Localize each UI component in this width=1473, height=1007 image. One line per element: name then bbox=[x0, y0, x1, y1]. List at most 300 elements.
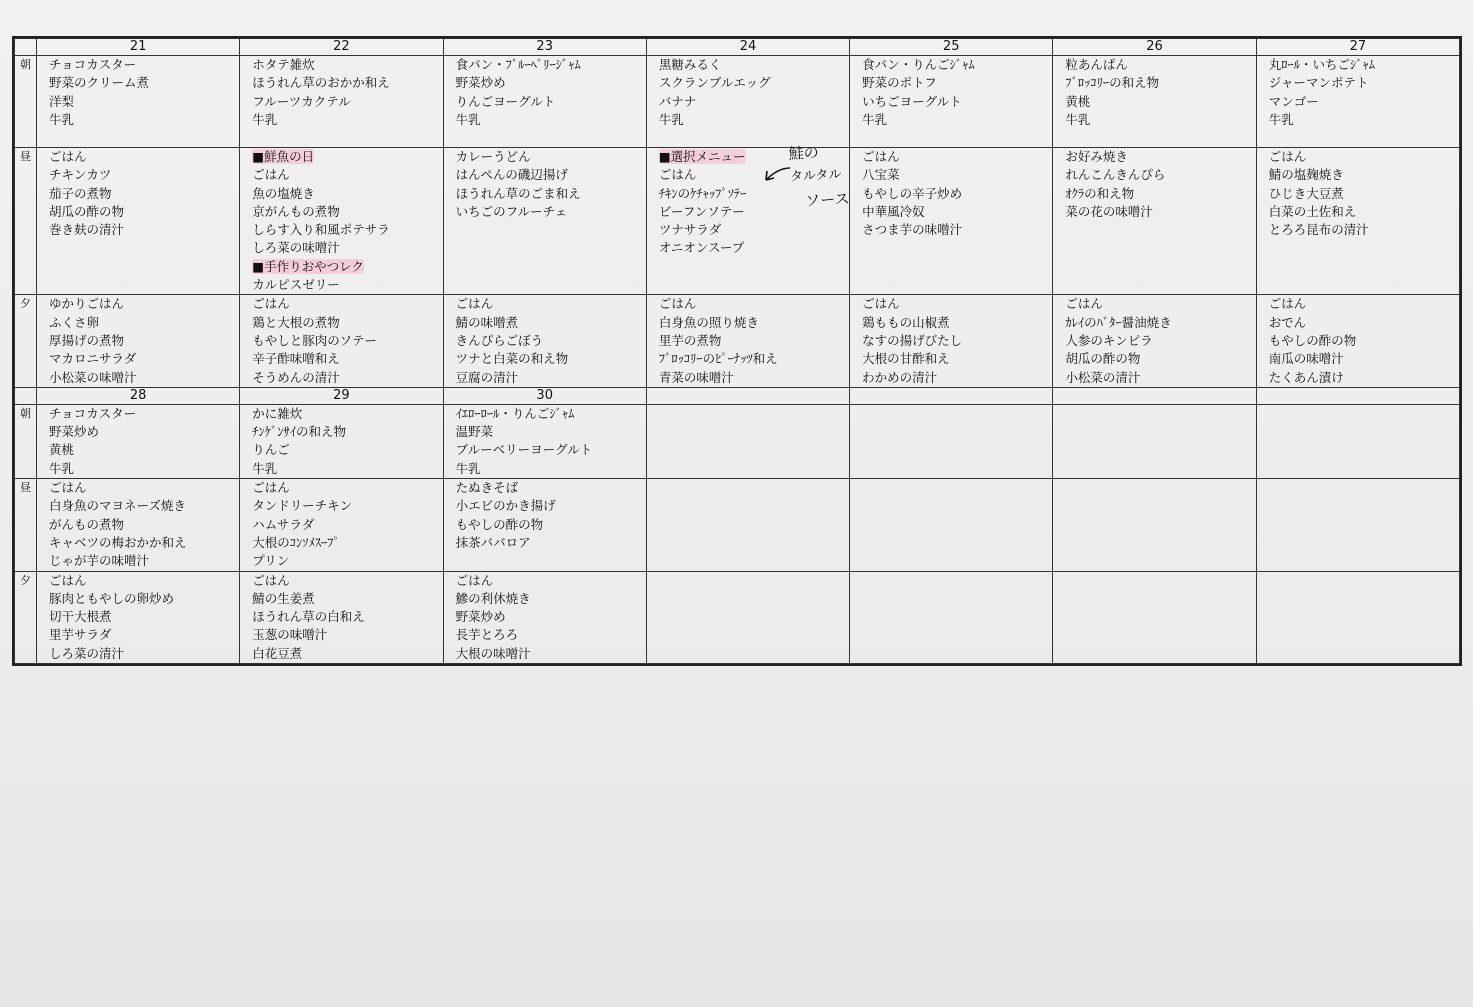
menu-item bbox=[456, 166, 646, 184]
menu-item bbox=[49, 608, 239, 626]
menu-item bbox=[49, 497, 239, 515]
menu-item-text: そうめんの清汁 bbox=[252, 369, 340, 385]
menu-item-text: 野菜炒め bbox=[455, 609, 506, 625]
day-header: 21 bbox=[37, 39, 240, 56]
menu-item bbox=[456, 645, 646, 663]
menu-item bbox=[862, 93, 1052, 111]
menu-item bbox=[1065, 74, 1255, 92]
menu-item-text: カレーうどん bbox=[455, 149, 531, 164]
menu-item-text: お好み焼き bbox=[1065, 149, 1128, 164]
menu-cell-dinner bbox=[240, 571, 443, 663]
menu-item bbox=[456, 332, 646, 350]
menu-item-text: ﾁﾝｹﾞﾝｻｲの和え物 bbox=[252, 424, 347, 440]
day-header bbox=[646, 387, 849, 404]
menu-item-text: 牛乳 bbox=[252, 460, 278, 476]
menu-item bbox=[252, 239, 442, 257]
menu-item-text: 牛乳 bbox=[1065, 111, 1091, 127]
menu-item-text: 八宝菜 bbox=[862, 167, 900, 183]
menu-item-text: 小松菜の味噌汁 bbox=[49, 369, 137, 385]
menu-item bbox=[49, 332, 239, 350]
menu-item bbox=[1065, 295, 1255, 313]
menu-item bbox=[1065, 148, 1255, 166]
menu-item bbox=[456, 56, 646, 74]
menu-item-text: 野菜炒め bbox=[455, 75, 506, 91]
menu-item-text: 白菜の土佐和え bbox=[1268, 203, 1357, 219]
menu-item bbox=[49, 572, 239, 590]
menu-cell-lunch bbox=[1256, 148, 1459, 295]
menu-item-text: カルピスゼリー bbox=[252, 277, 340, 293]
menu-item-text: がんもの煮物 bbox=[49, 516, 125, 532]
menu-item bbox=[49, 534, 239, 552]
menu-item-text: 鰺の利休焼き bbox=[455, 590, 531, 606]
menu-item-text: ブルーベリーヨーグルト bbox=[455, 442, 593, 458]
menu-item-text: 牛乳 bbox=[1268, 111, 1294, 127]
menu-item bbox=[252, 295, 442, 313]
menu-item bbox=[252, 221, 442, 239]
menu-cell-breakfast bbox=[1256, 56, 1459, 148]
menu-item bbox=[252, 460, 442, 478]
menu-cell-breakfast bbox=[443, 56, 646, 148]
menu-item-text: ﾌﾞﾛｯｺﾘｰの和え物 bbox=[1065, 75, 1160, 91]
meal-label-lunch: 昼 bbox=[15, 148, 37, 295]
menu-item-text: もやしの酢の物 bbox=[455, 516, 544, 532]
menu-item bbox=[1269, 203, 1459, 221]
menu-item bbox=[659, 74, 849, 92]
menu-item bbox=[862, 74, 1052, 92]
menu-cell-dinner bbox=[1053, 295, 1256, 387]
menu-item-text: スクランブルエッグ bbox=[658, 75, 771, 91]
menu-item bbox=[1269, 369, 1459, 387]
menu-item bbox=[862, 295, 1052, 313]
menu-item-text: 南瓜の味噌汁 bbox=[1268, 351, 1344, 367]
menu-cell-breakfast bbox=[850, 56, 1053, 148]
menu-item bbox=[49, 590, 239, 608]
menu-item-text: 厚揚げの煮物 bbox=[49, 332, 125, 348]
menu-item bbox=[862, 314, 1052, 332]
menu-item bbox=[1065, 350, 1255, 368]
menu-item bbox=[252, 608, 442, 626]
menu-cell-lunch bbox=[1053, 148, 1256, 295]
menu-cell-dinner bbox=[850, 571, 1053, 663]
menu-item-text: 丸ﾛｰﾙ・いちごｼﾞｬﾑ bbox=[1268, 57, 1375, 72]
menu-item bbox=[252, 185, 442, 203]
menu-cell-dinner bbox=[1053, 571, 1256, 663]
menu-item bbox=[49, 314, 239, 332]
menu-cell-lunch bbox=[37, 479, 240, 571]
menu-item-text: 洋梨 bbox=[49, 93, 75, 109]
menu-cell-breakfast bbox=[240, 56, 443, 148]
menu-item-text: オニオンスープ bbox=[658, 240, 745, 256]
menu-item bbox=[456, 369, 646, 387]
day-header bbox=[850, 387, 1053, 404]
menu-item bbox=[252, 441, 442, 459]
menu-item bbox=[862, 166, 1052, 184]
menu-item-text: ごはん bbox=[1268, 149, 1307, 164]
meal-label-dinner: 夕 bbox=[15, 571, 37, 663]
menu-item-text: ｲｴﾛｰﾛｰﾙ・りんごｼﾞｬﾑ bbox=[455, 405, 575, 421]
day-header: 22 bbox=[240, 39, 443, 56]
menu-item bbox=[49, 185, 239, 203]
menu-item-text: 長芋とろろ bbox=[455, 627, 519, 643]
menu-item bbox=[1269, 314, 1459, 332]
menu-item-text: れんこんきんぴら bbox=[1065, 167, 1166, 183]
menu-cell-breakfast bbox=[240, 404, 443, 478]
menu-item-text: しろ菜の清汁 bbox=[49, 645, 125, 661]
menu-item-text: ビーフンソテー bbox=[658, 203, 745, 219]
menu-cell-breakfast bbox=[1256, 404, 1459, 478]
menu-item bbox=[49, 111, 239, 129]
menu-item-text: ■手作りおやつレク bbox=[252, 258, 364, 274]
menu-item-text: 白花豆煮 bbox=[252, 645, 303, 661]
day-header: 30 bbox=[443, 387, 646, 404]
menu-item-text: マカロニサラダ bbox=[49, 351, 137, 367]
menu-item-text: ごはん bbox=[49, 572, 87, 588]
menu-item bbox=[252, 552, 442, 570]
menu-item bbox=[659, 369, 849, 387]
menu-item bbox=[1269, 111, 1459, 129]
menu-cell-breakfast bbox=[646, 404, 849, 478]
menu-cell-breakfast bbox=[646, 56, 849, 148]
menu-item bbox=[1269, 148, 1459, 166]
menu-item bbox=[862, 369, 1052, 387]
menu-item-text: もやしの辛子炒め bbox=[862, 185, 963, 201]
menu-item-text: 大根のｺﾝｿﾒｽｰﾌﾟ bbox=[252, 534, 340, 550]
menu-item-text: ごはん bbox=[252, 167, 290, 183]
menu-item bbox=[456, 423, 646, 441]
menu-item-text: もやしの酢の物 bbox=[1268, 332, 1357, 348]
menu-item-text: 青菜の味噌汁 bbox=[658, 369, 734, 385]
menu-item-text: さつま芋の味噌汁 bbox=[862, 222, 963, 238]
menu-item-text: ごはん bbox=[862, 149, 900, 164]
menu-item-text: 粒あんぱん bbox=[1065, 57, 1128, 72]
menu-item-text: 小松菜の清汁 bbox=[1065, 369, 1141, 385]
menu-item bbox=[1065, 314, 1255, 332]
menu-item-text: ふくさ卵 bbox=[49, 314, 100, 330]
menu-item-text: フルーツカクテル bbox=[252, 93, 351, 109]
menu-item bbox=[49, 350, 239, 368]
menu-item-text: いちごヨーグルト bbox=[862, 93, 962, 109]
menu-item-text: 玉葱の味噌汁 bbox=[252, 627, 328, 643]
menu-item bbox=[252, 350, 442, 368]
menu-item-text: ごはん bbox=[49, 480, 87, 496]
menu-item-text: しろ菜の味噌汁 bbox=[252, 240, 340, 256]
menu-item-text: ﾌﾞﾛｯｺﾘｰのﾋﾟｰﾅｯﾂ和え bbox=[658, 351, 778, 367]
menu-item-text: りんごヨーグルト bbox=[455, 93, 556, 109]
menu-item bbox=[1065, 332, 1255, 350]
menu-item bbox=[456, 516, 646, 534]
menu-item-text: 白身魚の照り焼き bbox=[658, 314, 759, 330]
menu-cell-breakfast bbox=[850, 404, 1053, 478]
menu-item-text: しらす入り和風ポテサラ bbox=[252, 222, 390, 238]
menu-item-text: 里芋の煮物 bbox=[658, 332, 722, 348]
day-header: 23 bbox=[443, 39, 646, 56]
menu-item bbox=[49, 405, 239, 423]
menu-item bbox=[862, 111, 1052, 129]
menu-cell-breakfast bbox=[1053, 404, 1256, 478]
menu-item-text: プリン bbox=[252, 553, 290, 569]
menu-item bbox=[252, 111, 442, 129]
menu-item-text: ■鮮魚の日 bbox=[252, 149, 315, 164]
menu-item-text: 辛子酢味噌和え bbox=[252, 351, 340, 367]
menu-item bbox=[49, 56, 239, 74]
menu-item-text: ごはん bbox=[252, 480, 290, 496]
menu-item-text: 鶏ももの山椒煮 bbox=[862, 314, 950, 330]
menu-item-text: タンドリーチキン bbox=[252, 498, 353, 514]
menu-item bbox=[456, 185, 646, 203]
menu-item-text: チキンカツ bbox=[49, 167, 112, 183]
menu-item bbox=[862, 148, 1052, 166]
menu-item-text: 黒糖みるく bbox=[658, 57, 722, 72]
menu-item bbox=[1269, 221, 1459, 239]
day-header: 24 bbox=[646, 39, 849, 56]
menu-item-text: なすの揚げびたし bbox=[862, 332, 963, 348]
menu-item-text: 小エビのかき揚げ bbox=[455, 498, 556, 514]
menu-item-text: ほうれん草のおかか和え bbox=[252, 75, 390, 91]
menu-item bbox=[862, 185, 1052, 203]
handwritten-arrow-icon bbox=[762, 160, 792, 186]
menu-item bbox=[49, 221, 239, 239]
day-header: 29 bbox=[240, 387, 443, 404]
menu-item bbox=[1065, 369, 1255, 387]
menu-item bbox=[659, 93, 849, 111]
menu-item bbox=[456, 203, 646, 221]
menu-cell-breakfast bbox=[37, 56, 240, 148]
menu-cell-dinner bbox=[240, 295, 443, 387]
menu-item-text: もやしと豚肉のソテー bbox=[252, 332, 378, 348]
menu-item bbox=[862, 221, 1052, 239]
menu-item-text: 菜の花の味噌汁 bbox=[1065, 203, 1153, 219]
menu-item bbox=[49, 166, 239, 184]
menu-item bbox=[252, 626, 442, 644]
menu-item-text: 鯖の生姜煮 bbox=[252, 590, 315, 606]
menu-item-text: りんご bbox=[252, 442, 290, 458]
menu-cell-lunch bbox=[37, 148, 240, 295]
menu-item-text: チョコカスター bbox=[49, 57, 137, 72]
menu-cell-dinner bbox=[1256, 571, 1459, 663]
note-line: 鮭の bbox=[788, 143, 820, 163]
menu-cell-dinner bbox=[37, 295, 240, 387]
menu-item bbox=[1065, 111, 1255, 129]
menu-item-text: ごはん bbox=[252, 572, 290, 588]
menu-item bbox=[1065, 93, 1255, 111]
menu-item bbox=[1065, 166, 1255, 184]
menu-cell-dinner bbox=[646, 295, 849, 387]
menu-item-text: ごはん bbox=[862, 296, 900, 312]
menu-cell-dinner bbox=[37, 571, 240, 663]
menu-item bbox=[862, 203, 1052, 221]
menu-item-text: 巻き麸の清汁 bbox=[49, 222, 125, 238]
menu-item-text: 牛乳 bbox=[49, 460, 75, 476]
menu-item-text: ごはん bbox=[658, 296, 697, 312]
menu-item-text: 大根の甘酢和え bbox=[862, 351, 950, 367]
menu-cell-dinner bbox=[850, 295, 1053, 387]
day-header bbox=[1053, 387, 1256, 404]
menu-item bbox=[49, 148, 239, 166]
menu-item bbox=[659, 239, 849, 257]
menu-item-text: 抹茶ババロア bbox=[455, 534, 531, 550]
menu-item bbox=[862, 332, 1052, 350]
meal-label-breakfast: 朝 bbox=[15, 404, 37, 478]
menu-item bbox=[456, 405, 646, 423]
menu-item-text: 食パン・ﾌﾞﾙｰﾍﾞﾘｰｼﾞｬﾑ bbox=[455, 57, 581, 72]
menu-item-text: 牛乳 bbox=[252, 111, 278, 127]
menu-item bbox=[659, 314, 849, 332]
menu-item bbox=[49, 74, 239, 92]
menu-item bbox=[252, 276, 442, 294]
menu-item-text: わかめの清汁 bbox=[862, 369, 938, 385]
menu-item bbox=[49, 369, 239, 387]
menu-item bbox=[1269, 74, 1459, 92]
menu-item bbox=[49, 479, 239, 497]
menu-table bbox=[14, 38, 1460, 664]
menu-item bbox=[252, 479, 442, 497]
menu-item bbox=[49, 423, 239, 441]
menu-item bbox=[49, 645, 239, 663]
menu-item bbox=[49, 93, 239, 111]
menu-cell-lunch bbox=[1256, 479, 1459, 571]
menu-item-text: 牛乳 bbox=[49, 111, 75, 127]
menu-item bbox=[862, 56, 1052, 74]
menu-item-text: ごはん bbox=[1268, 296, 1307, 312]
menu-item-text: 鯖の塩麹焼き bbox=[1268, 167, 1344, 183]
menu-item-text: ゆかりごはん bbox=[49, 296, 125, 312]
menu-item-text: ツナと白菜の和え物 bbox=[455, 351, 569, 367]
menu-item bbox=[659, 111, 849, 129]
meal-label-lunch: 昼 bbox=[15, 479, 37, 571]
menu-item bbox=[1269, 93, 1459, 111]
menu-item-text: チョコカスター bbox=[49, 405, 137, 421]
menu-cell-lunch bbox=[850, 479, 1053, 571]
menu-item bbox=[252, 332, 442, 350]
menu-item-text: いちごのフルーチェ bbox=[455, 203, 568, 219]
menu-cell-dinner bbox=[443, 295, 646, 387]
menu-item-text: ひじき大豆煮 bbox=[1268, 185, 1344, 201]
menu-item-text: おでん bbox=[1268, 314, 1307, 330]
menu-item bbox=[1269, 295, 1459, 313]
menu-item bbox=[1269, 166, 1459, 184]
menu-item bbox=[456, 441, 646, 459]
menu-sheet bbox=[12, 36, 1462, 666]
menu-item bbox=[49, 460, 239, 478]
handwritten-note bbox=[788, 138, 862, 214]
menu-cell-lunch bbox=[240, 479, 443, 571]
menu-item bbox=[1269, 185, 1459, 203]
menu-item-text: 温野菜 bbox=[455, 424, 494, 440]
menu-item bbox=[456, 314, 646, 332]
menu-cell-dinner bbox=[443, 571, 646, 663]
menu-item-text: 食パン・りんごｼﾞｬﾑ bbox=[862, 57, 975, 72]
menu-item-text: 里芋サラダ bbox=[49, 627, 112, 643]
menu-item-text: ほうれん草のごま和え bbox=[455, 185, 581, 201]
menu-item-text: ごはん bbox=[252, 296, 290, 312]
menu-item-text: ツナサラダ bbox=[658, 222, 722, 238]
menu-item-text: 中華風冷奴 bbox=[862, 203, 925, 219]
menu-item bbox=[252, 166, 442, 184]
menu-item bbox=[456, 479, 646, 497]
menu-item-text: たぬきそば bbox=[455, 480, 519, 496]
menu-item-text: 大根の味噌汁 bbox=[455, 645, 531, 661]
menu-item bbox=[1065, 203, 1255, 221]
menu-item bbox=[456, 497, 646, 515]
menu-item-text: はんぺんの磯辺揚げ bbox=[455, 167, 568, 183]
menu-item-text: マンゴー bbox=[1268, 93, 1319, 109]
menu-item-text: 豆腐の清汁 bbox=[455, 369, 519, 385]
menu-item bbox=[252, 369, 442, 387]
menu-item bbox=[252, 497, 442, 515]
menu-cell-lunch bbox=[850, 148, 1053, 295]
menu-cell-lunch bbox=[443, 148, 646, 295]
menu-cell-lunch bbox=[646, 479, 849, 571]
menu-item bbox=[252, 405, 442, 423]
menu-item bbox=[1065, 56, 1255, 74]
menu-item bbox=[862, 350, 1052, 368]
menu-item bbox=[456, 626, 646, 644]
menu-item bbox=[252, 203, 442, 221]
menu-item bbox=[252, 534, 442, 552]
menu-item-text: 黄桃 bbox=[49, 442, 75, 458]
menu-item-text: 豚肉ともやしの卵炒め bbox=[49, 590, 175, 606]
day-header bbox=[1256, 387, 1459, 404]
menu-item bbox=[252, 572, 442, 590]
menu-item-text: 野菜のポトフ bbox=[862, 75, 937, 91]
menu-item bbox=[456, 93, 646, 111]
menu-item bbox=[252, 56, 442, 74]
menu-item bbox=[252, 590, 442, 608]
menu-item bbox=[456, 572, 646, 590]
menu-item-text: 牛乳 bbox=[455, 460, 481, 476]
menu-item bbox=[49, 626, 239, 644]
menu-item bbox=[49, 516, 239, 534]
menu-item-text: たくあん漬け bbox=[1268, 369, 1344, 385]
menu-item bbox=[49, 203, 239, 221]
menu-item-text: 茄子の煮物 bbox=[49, 185, 112, 201]
menu-item-text: 鶏と大根の煮物 bbox=[252, 314, 340, 330]
menu-item-text: ｶﾚｲのﾊﾞﾀｰ醤油焼き bbox=[1065, 314, 1172, 330]
menu-item bbox=[659, 295, 849, 313]
menu-item bbox=[1269, 332, 1459, 350]
menu-cell-lunch bbox=[443, 479, 646, 571]
menu-cell-breakfast bbox=[37, 404, 240, 478]
menu-cell-breakfast bbox=[1053, 56, 1256, 148]
menu-item bbox=[252, 314, 442, 332]
menu-item-text: ハムサラダ bbox=[252, 516, 315, 532]
menu-item-text: とろろ昆布の清汁 bbox=[1268, 222, 1369, 238]
menu-item-text: キャベツの梅おかか和え bbox=[49, 534, 187, 550]
menu-item bbox=[1065, 185, 1255, 203]
menu-item-text: 切干大根煮 bbox=[49, 609, 112, 625]
day-header: 28 bbox=[37, 387, 240, 404]
menu-item bbox=[252, 148, 442, 166]
menu-item-text: ほうれん草の白和え bbox=[252, 609, 365, 625]
menu-item-text: 白身魚のマヨネーズ焼き bbox=[49, 498, 186, 514]
menu-item bbox=[456, 608, 646, 626]
menu-item bbox=[252, 74, 442, 92]
menu-item-text: 胡瓜の酢の物 bbox=[49, 203, 125, 219]
menu-item bbox=[252, 516, 442, 534]
day-header: 26 bbox=[1053, 39, 1256, 56]
menu-item bbox=[252, 423, 442, 441]
corner-cell bbox=[15, 39, 37, 56]
menu-item-text: 牛乳 bbox=[455, 111, 481, 127]
menu-item-text: ｵｸﾗの和え物 bbox=[1065, 185, 1135, 201]
menu-item-text: 牛乳 bbox=[862, 111, 888, 127]
menu-item-text: 魚の塩焼き bbox=[252, 185, 315, 201]
menu-item-text: 京がんもの煮物 bbox=[252, 203, 340, 219]
menu-item bbox=[659, 350, 849, 368]
menu-item-text: 人参のキンピラ bbox=[1065, 332, 1153, 348]
menu-item-text: かに雑炊 bbox=[252, 405, 303, 421]
menu-item bbox=[456, 295, 646, 313]
